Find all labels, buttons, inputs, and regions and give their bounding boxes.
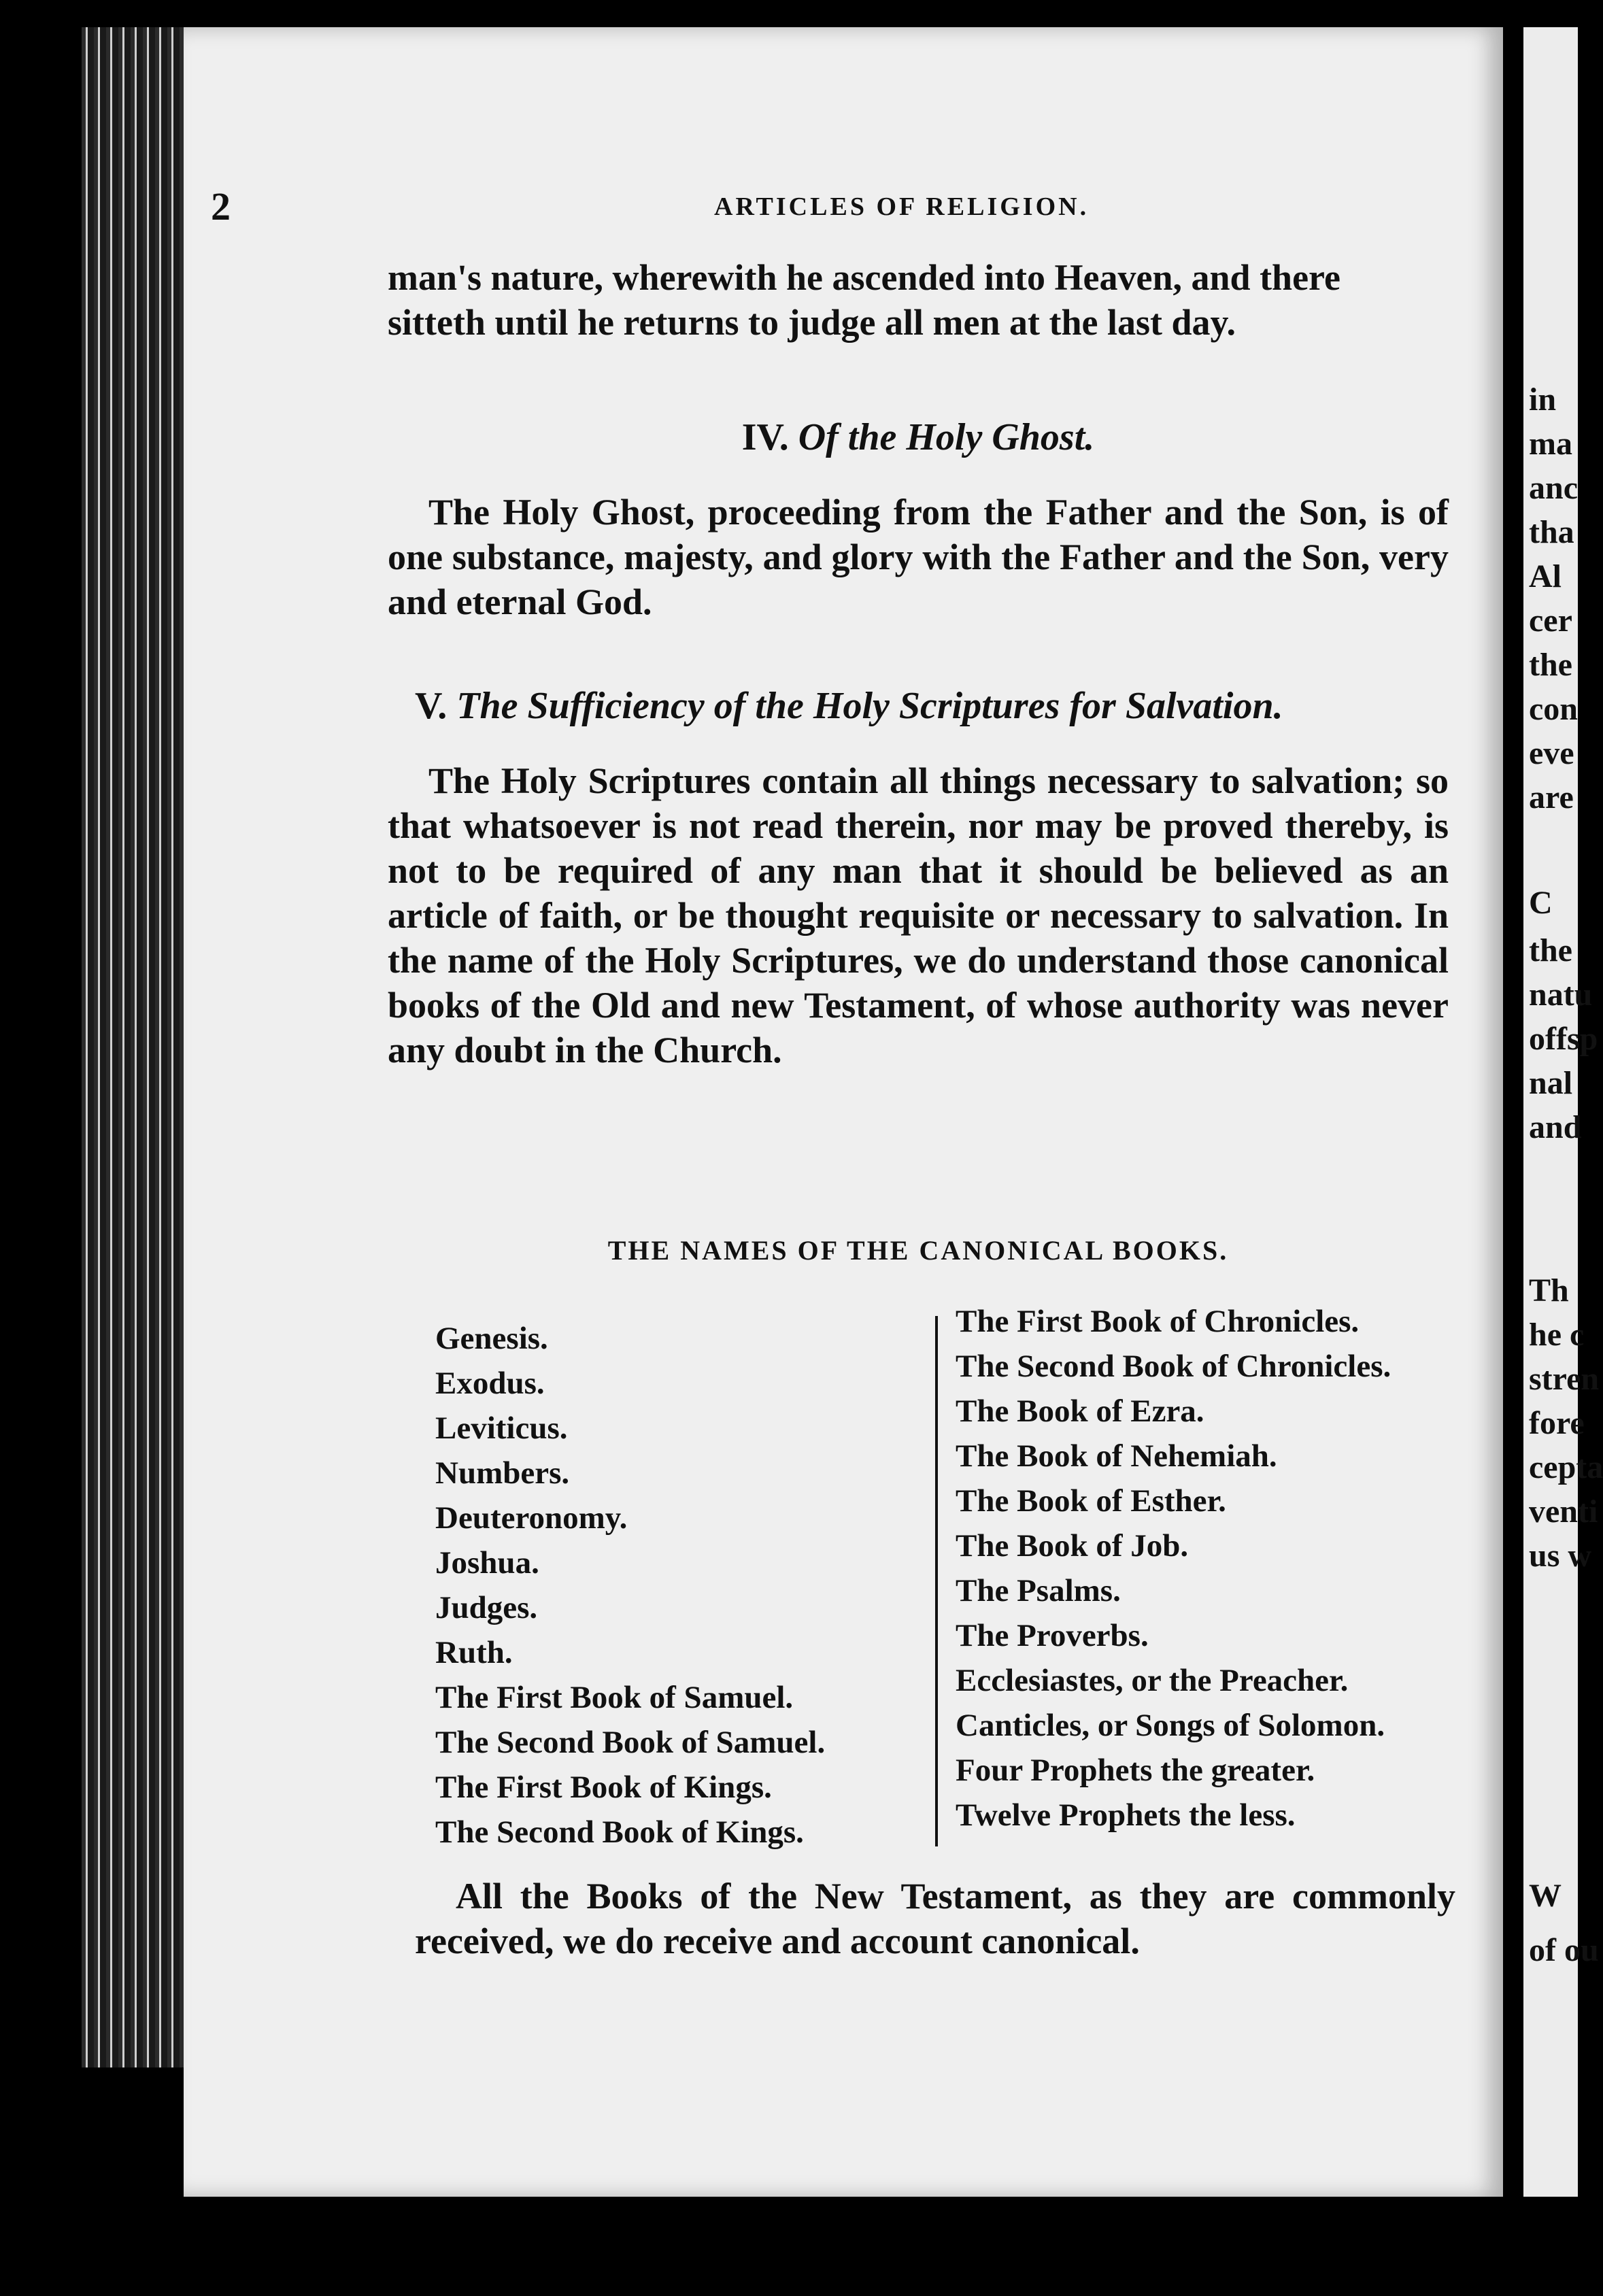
- book-name: Leviticus.: [435, 1411, 568, 1446]
- facing-fragment: C: [1529, 885, 1553, 921]
- book-name: The First Book of Samuel.: [435, 1680, 794, 1715]
- facing-fragment: of ou: [1529, 1932, 1599, 1968]
- facing-fragment: con: [1529, 691, 1578, 727]
- book-name: The Second Book of Chronicles.: [956, 1349, 1391, 1384]
- article-iv-title: Of the Holy Ghost.: [798, 416, 1095, 458]
- article-v-title: The Sufficiency of the Holy Scriptures for Salvation.: [456, 685, 1283, 727]
- facing-fragment: fore: [1529, 1405, 1585, 1441]
- facing-page: [1503, 27, 1603, 2197]
- facing-fragment: offsp: [1529, 1021, 1598, 1057]
- book-name: The First Book of Chronicles.: [956, 1304, 1360, 1339]
- facing-fragment: anc: [1529, 470, 1578, 506]
- facing-fragment: eve: [1529, 735, 1574, 771]
- facing-fragment: are: [1529, 779, 1574, 815]
- article-v-heading: [388, 683, 1449, 728]
- article-iv-heading: [388, 415, 1449, 460]
- facing-fragment: nal: [1529, 1065, 1573, 1101]
- book-name: The Book of Nehemiah.: [956, 1438, 1277, 1474]
- book-name: Four Prophets the greater.: [956, 1753, 1315, 1788]
- facing-fragment: W: [1529, 1878, 1562, 1914]
- article-v-body: The Holy Scriptures contain all things necessary to salvation; so that whatsoever is not read therein, nor may be proved thereby, is not to be required of any man that it should be believed as an article of faith, or be thought requisite or necessary to salvation. In the name of the Holy Scriptures, we do understand those canonical books of the Old and new Testament, of whose authority was never any doubt in the Church.: [388, 760, 1449, 1070]
- books-title: THE NAMES OF THE CANONICAL BOOKS.: [607, 1235, 1229, 1266]
- column-divider: [935, 1316, 938, 1846]
- book-name: Deuteronomy.: [435, 1500, 628, 1536]
- facing-fragment: in: [1529, 382, 1557, 418]
- facing-fragment: cepta: [1529, 1449, 1603, 1485]
- book-name: Numbers.: [435, 1455, 570, 1491]
- book-page: [184, 27, 1503, 2197]
- page-edges: [82, 27, 184, 2067]
- book-name: The Second Book of Kings.: [435, 1814, 804, 1850]
- book-name: Ecclesiastes, or the Preacher.: [956, 1663, 1349, 1698]
- book-name: Joshua.: [435, 1545, 539, 1581]
- page-number: 2: [211, 184, 231, 229]
- books-right-column: [956, 1299, 1391, 1838]
- book-name: Twelve Prophets the less.: [956, 1797, 1296, 1833]
- page-header: [211, 184, 1455, 238]
- running-title: ARTICLES OF RELIGION.: [714, 192, 1090, 221]
- facing-fragment: the: [1529, 932, 1572, 968]
- article-v-numeral: V.: [415, 685, 448, 727]
- book-name: Judges.: [435, 1590, 538, 1625]
- book-name: Exodus.: [435, 1366, 545, 1401]
- facing-fragment: venti: [1529, 1493, 1598, 1530]
- article-iv: [388, 415, 1449, 624]
- facing-fragment: stren: [1529, 1361, 1600, 1397]
- facing-fragment: cer: [1529, 603, 1572, 639]
- intro-line: sitteth until he returns to judge all men at the last day.: [388, 302, 1236, 343]
- book-name: The Book of Esther.: [956, 1483, 1226, 1519]
- facing-fragment: and: [1529, 1109, 1582, 1145]
- book-name: Canticles, or Songs of Solomon.: [956, 1708, 1385, 1743]
- book-name: The Book of Job.: [956, 1528, 1189, 1564]
- book-name: The Proverbs.: [956, 1618, 1149, 1653]
- book-name: The Psalms.: [956, 1573, 1121, 1608]
- article-v: [388, 683, 1449, 1073]
- book-name: Genesis.: [435, 1321, 548, 1356]
- intro-line: man's nature, wherewith he ascended into Heaven, and there: [388, 257, 1341, 298]
- books-left-column: [435, 1316, 825, 1855]
- facing-fragment: tha: [1529, 514, 1574, 550]
- facing-fragment: he c: [1529, 1317, 1585, 1353]
- book-name: The Second Book of Samuel.: [435, 1725, 826, 1760]
- closing-text: [415, 1874, 1455, 1963]
- closing-paragraph: All the Books of the New Testament, as they are commonly received, we do receive and account canonical.: [415, 1876, 1455, 1961]
- facing-fragment: Al: [1529, 558, 1562, 594]
- facing-fragment: natu: [1529, 977, 1593, 1013]
- intro-text: [388, 255, 1449, 345]
- book-name: The Book of Ezra.: [956, 1394, 1204, 1429]
- facing-fragment: the: [1529, 647, 1572, 683]
- article-iv-numeral: IV.: [741, 416, 789, 458]
- facing-fragment: ma: [1529, 426, 1572, 462]
- article-iv-body: The Holy Ghost, proceeding from the Father and the Son, is of one substance, majesty, and glory with the Father and the Son, very and eternal God.: [388, 492, 1449, 622]
- facing-fragment: Th: [1529, 1272, 1569, 1309]
- facing-fragment: us w: [1529, 1538, 1592, 1574]
- book-name: Ruth.: [435, 1635, 513, 1670]
- book-name: The First Book of Kings.: [435, 1770, 772, 1805]
